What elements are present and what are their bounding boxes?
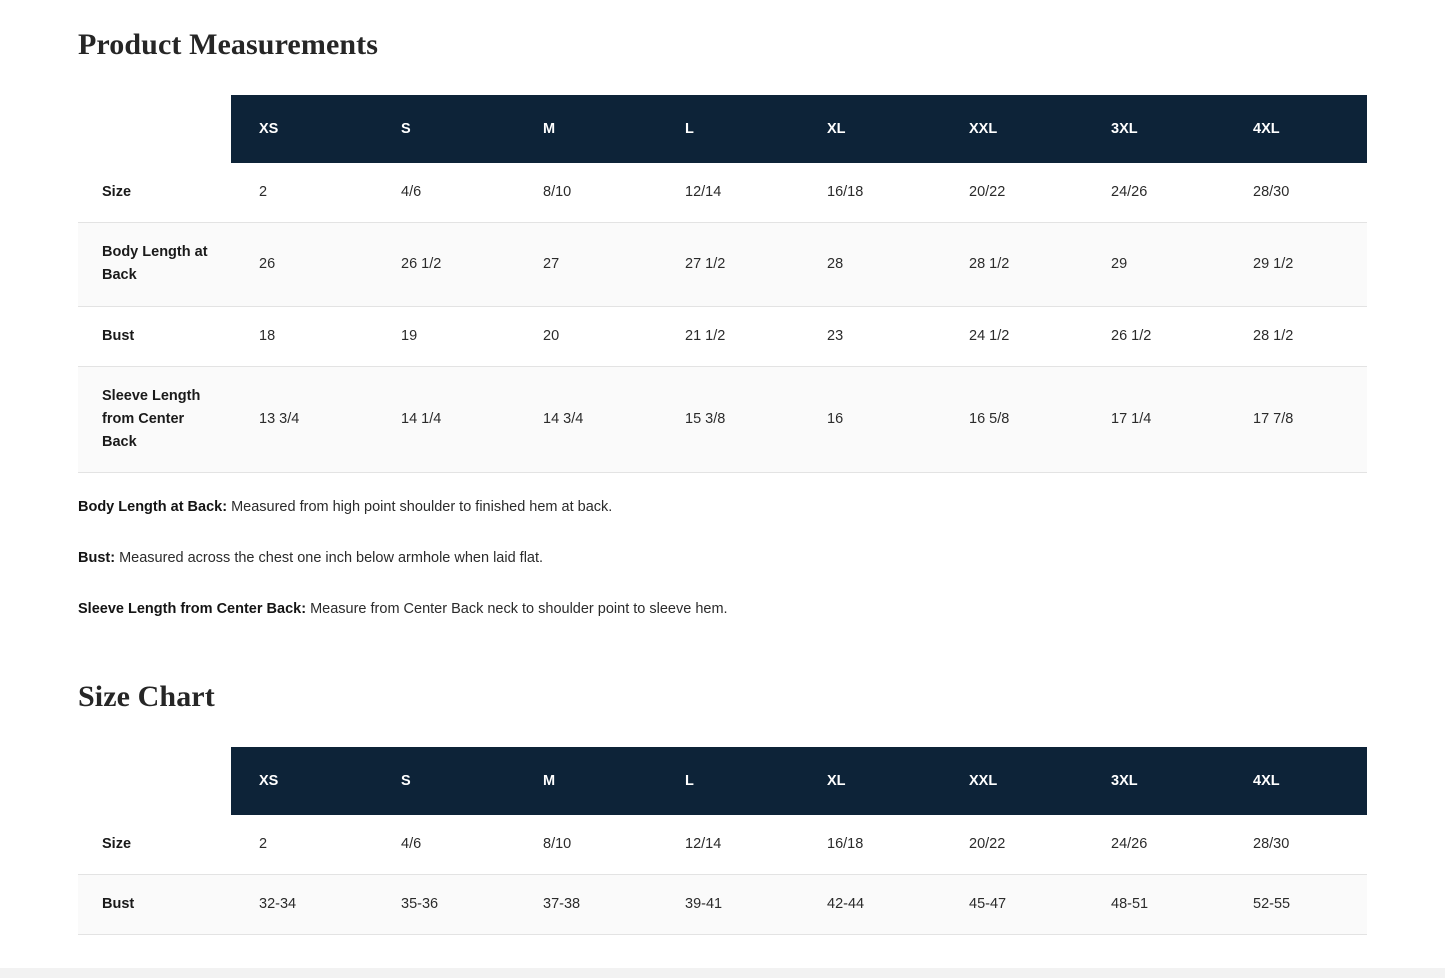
cell-bust-l: 21 1/2 [657,306,799,366]
cell-size-s: 4/6 [373,815,515,875]
column-header-l [657,747,799,815]
note-term: Bust: [78,550,116,567]
column-header-label: XL [827,772,846,789]
section-spacer [78,650,1367,674]
cell-bust-xs: 18 [231,306,373,366]
column-header-label: 4XL [1253,772,1280,789]
table-body [78,815,1367,935]
column-header-label: 4XL [1253,121,1280,137]
table-row [78,223,1367,306]
cell-body-length-s: 26 1/2 [373,223,515,306]
cell-size-4xl: 28/30 [1225,815,1367,875]
measurement-notes [78,497,1367,620]
note-body-length-at-back [78,497,1367,519]
cell-body-length-l: 27 1/2 [657,223,799,306]
column-header-4xl [1225,747,1367,815]
cell-sleeve-l: 15 3/8 [657,366,799,473]
cell-size-3xl: 24/26 [1083,163,1225,223]
column-header-label: L [685,772,694,789]
page-title-size-chart: Size Chart [78,679,215,713]
row-label-size: Size [78,815,231,875]
column-header-xl [799,95,941,163]
cell-body-length-xl: 28 [799,223,941,306]
note-bust [78,548,1367,570]
size-chart-table [78,747,1367,935]
cell-size-m: 8/10 [515,815,657,875]
cell-body-length-3xl: 29 [1083,223,1225,306]
cell-size-s: 4/6 [373,163,515,223]
cell-size-3xl: 24/26 [1083,815,1225,875]
product-measurements-table-wrap [78,95,1367,473]
product-measurements-table [78,95,1367,473]
note-text: Measured from high point shoulder to finished hem at back. [227,499,613,516]
cell-bust-3xl: 48-51 [1083,874,1225,934]
column-header-label: XXL [969,121,998,137]
column-header-xs [231,95,373,163]
cell-size-xs: 2 [231,163,373,223]
table-row [78,163,1367,223]
column-header-label: XL [827,121,846,137]
column-header-label: XS [259,121,279,137]
table-header-row [78,747,1367,815]
row-label-body-length-at-back: Body Length at Back [78,223,231,306]
cell-bust-s: 35-36 [373,874,515,934]
column-header-xs [231,747,373,815]
cell-size-xl: 16/18 [799,163,941,223]
table-header [78,747,1367,815]
column-header-label: XXL [969,772,998,789]
cell-size-4xl: 28/30 [1225,163,1367,223]
column-header-l [657,95,799,163]
note-text: Measured across the chest one inch below armhole when laid flat. [115,550,544,567]
cell-size-xxl: 20/22 [941,815,1083,875]
column-header-s [373,95,515,163]
row-label-sleeve-length-from-center-back: Sleeve Length from Center Back [78,366,231,473]
note-text: Measure from Center Back neck to shoulder point to sleeve hem. [306,600,728,617]
column-header-xl [799,747,941,815]
cell-bust-xs: 32-34 [231,874,373,934]
cell-sleeve-xxl: 16 5/8 [941,366,1083,473]
table-corner-cell [78,747,231,815]
table-header [78,95,1367,163]
cell-sleeve-xl: 16 [799,366,941,473]
cell-size-xl: 16/18 [799,815,941,875]
row-label-size: Size [78,163,231,223]
cell-body-length-4xl: 29 1/2 [1225,223,1367,306]
column-header-4xl [1225,95,1367,163]
cell-bust-m: 20 [515,306,657,366]
column-header-label: 3XL [1111,772,1138,789]
column-header-xxl [941,95,1083,163]
table-row [78,815,1367,875]
column-header-label: M [543,772,556,789]
column-header-xxl [941,747,1083,815]
row-label-bust: Bust [78,874,231,934]
page-title-product-measurements: Product Measurements [78,28,379,61]
column-header-3xl [1083,95,1225,163]
cell-bust-m: 37-38 [515,874,657,934]
cell-sleeve-m: 14 3/4 [515,366,657,473]
cell-size-l: 12/14 [657,815,799,875]
column-header-label: L [685,121,694,137]
column-header-label: S [401,772,411,789]
column-header-label: 3XL [1111,121,1138,137]
table-row [78,306,1367,366]
cell-size-m: 8/10 [515,163,657,223]
column-header-label: XS [259,772,279,789]
cell-bust-4xl: 52-55 [1225,874,1367,934]
cell-sleeve-xs: 13 3/4 [231,366,373,473]
table-row [78,366,1367,473]
table-body [78,163,1367,473]
cell-bust-3xl: 26 1/2 [1083,306,1225,366]
table-header-row [78,95,1367,163]
table-corner-cell [78,95,231,163]
column-header-s [373,747,515,815]
row-label-bust: Bust [78,306,231,366]
column-header-label: M [543,121,556,137]
cell-bust-l: 39-41 [657,874,799,934]
cell-size-xs: 2 [231,815,373,875]
table-row [78,874,1367,934]
column-header-3xl [1083,747,1225,815]
note-term: Sleeve Length from Center Back: [78,600,307,617]
cell-size-xxl: 20/22 [941,163,1083,223]
cell-body-length-m: 27 [515,223,657,306]
size-chart-table-wrap [78,747,1367,935]
cell-bust-xl: 23 [799,306,941,366]
cell-bust-s: 19 [373,306,515,366]
column-header-label: S [401,121,411,137]
cell-sleeve-4xl: 17 7/8 [1225,366,1367,473]
column-header-m [515,747,657,815]
cell-body-length-xxl: 28 1/2 [941,223,1083,306]
cell-bust-4xl: 28 1/2 [1225,306,1367,366]
cell-bust-xl: 42-44 [799,874,941,934]
column-header-m [515,95,657,163]
cell-size-l: 12/14 [657,163,799,223]
cell-sleeve-3xl: 17 1/4 [1083,366,1225,473]
cell-body-length-xs: 26 [231,223,373,306]
cell-sleeve-s: 14 1/4 [373,366,515,473]
cell-bust-xxl: 24 1/2 [941,306,1083,366]
page-bottom-strip [0,968,1445,978]
note-term: Body Length at Back: [78,499,228,516]
note-sleeve-length-from-center-back [78,599,1367,621]
cell-bust-xxl: 45-47 [941,874,1083,934]
